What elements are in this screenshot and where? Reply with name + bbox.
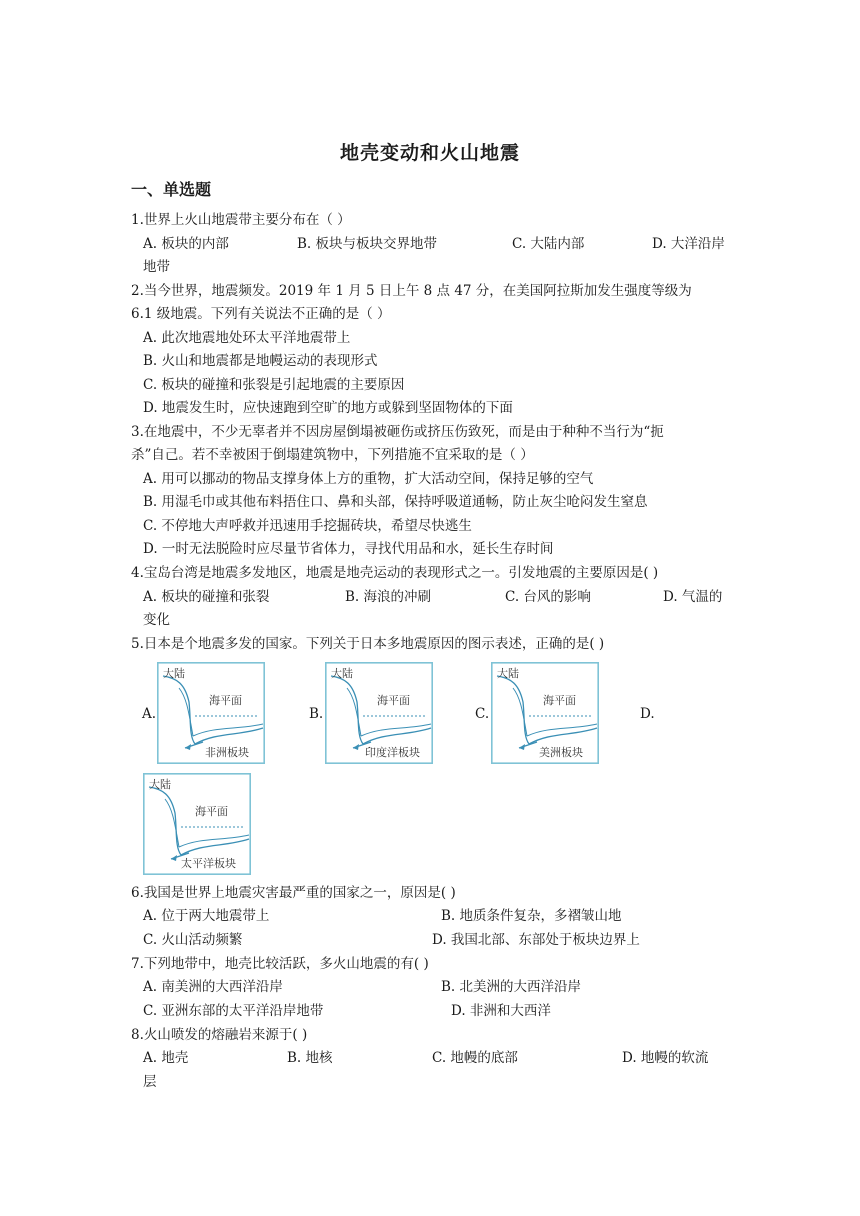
question-2-option-b: B. 火山和地震都是地幔运动的表现形式 [143,353,378,369]
question-6-option-a: A. 位于两大地震带上 [143,908,270,924]
question-4-option-d-continued: 变化 [143,612,170,628]
diagram-land-label: 大陆 [331,667,353,680]
question-2-option-c: C. 板块的碰撞和张裂是引起地震的主要原因 [143,377,405,393]
question-6-option-d: D. 我国北部、东部处于板块边界上 [432,932,640,948]
question-7-option-a: A. 南美洲的大西洋沿岸 [143,979,283,995]
diagram-land-label: 大陆 [163,667,185,680]
question-3-stem-line1: 3.在地震中，不少无辜者并不因房屋倒塌被砸伤或挤压伤致死，而是由于种种不当行为“扼 [131,424,664,440]
plate-diagram-b [325,662,433,764]
question-7-option-c: C. 亚洲东部的太平洋沿岸地带 [143,1003,324,1019]
question-6-option-b: B. 地质条件复杂，多褶皱山地 [441,908,622,924]
question-5-option-d: D. [640,706,655,722]
page-title: 地壳变动和火山地震 [339,142,520,164]
question-3-option-d: D. 一时无法脱险时应尽量节省体力，寻找代用品和水，延长生存时间 [143,541,554,557]
question-8-option-b: B. 地核 [287,1050,333,1066]
diagram-land-label: 大陆 [149,778,171,791]
diagram-plate-label: 美洲板块 [539,746,583,759]
diagram-sea-label: 海平面 [543,694,576,707]
question-1-option-d: D. 大洋沿岸 [652,236,725,252]
question-5-option-a: A. [142,706,157,722]
diagram-plate-label: 太平洋板块 [181,857,236,870]
question-2-option-d: D. 地震发生时，应快速跑到空旷的地方或躲到坚固物体的下面 [143,400,513,416]
plate-diagram-c [491,662,599,764]
question-5-stem: 5.日本是个地震多发的国家。下列关于日本多地震原因的图示表述，正确的是( ) [131,636,605,652]
question-7-stem: 7.下列地带中，地壳比较活跃，多火山地震的有( ) [131,956,429,972]
diagram-plate-label: 印度洋板块 [365,746,420,759]
diagram-plate-label: 非洲板块 [205,746,249,759]
question-6-option-c: C. 火山活动频繁 [143,932,243,948]
question-8-option-c: C. 地幔的底部 [432,1050,518,1066]
question-3-option-b: B. 用湿毛巾或其他布料捂住口、鼻和头部，保持呼吸道通畅，防止灰尘呛闷发生窒息 [143,494,648,510]
question-3-stem-line2: 杀”自己。若不幸被困于倒塌建筑物中，下列措施不宜采取的是（ ） [131,447,534,463]
diagram-sea-label: 海平面 [209,694,242,707]
question-1-stem: 1.世界上火山地震带主要分布在（ ） [131,212,351,228]
question-3-option-a: A. 用可以挪动的物品支撑身体上方的重物，扩大活动空间，保持足够的空气 [143,471,594,487]
question-3-option-c: C. 不停地大声呼救并迅速用手挖掘砖块，希望尽快逃生 [143,518,472,534]
question-8-option-a: A. 地壳 [143,1050,189,1066]
plate-diagram-a [157,662,265,764]
section-heading: 一、单选题 [131,180,212,199]
question-4-option-d: D. 气温的 [663,589,723,605]
question-1-option-a: A. 板块的内部 [143,236,229,252]
diagram-land-label: 大陆 [497,667,519,680]
question-4-option-a: A. 板块的碰撞和张裂 [143,589,270,605]
question-1-option-b: B. 板块与板块交界地带 [297,236,438,252]
question-5-option-b: B. [309,706,324,722]
question-4-option-c: C. 台风的影响 [505,589,591,605]
question-4-stem: 4.宝岛台湾是地震多发地区，地震是地壳运动的表现形式之一。引发地震的主要原因是( ) [131,565,659,581]
question-6-stem: 6.我国是世界上地震灾害最严重的国家之一，原因是( ) [131,885,456,901]
question-1-option-c: C. 大陆内部 [512,236,585,252]
question-7-option-d: D. 非洲和大西洋 [451,1003,551,1019]
diagram-sea-label: 海平面 [195,805,228,818]
question-4-option-b: B. 海浪的冲刷 [345,589,432,605]
question-8-option-d-continued: 层 [143,1074,157,1090]
diagram-sea-label: 海平面 [377,694,410,707]
question-2-stem-line1: 2.当今世界，地震频发。2019 年 1 月 5 日上午 8 点 47 分，在美国阿拉斯加发生强度等级为 [131,283,692,299]
plate-diagram-d [143,773,251,875]
question-2-option-a: A. 此次地震地处环太平洋地震带上 [143,330,351,346]
question-5-option-c: C. [475,706,490,722]
question-7-option-b: B. 北美洲的大西洋沿岸 [441,979,582,995]
question-2-stem-line2: 6.1 级地震。下列有关说法不正确的是（ ） [131,306,391,322]
question-8-stem: 8.火山喷发的熔融岩来源于( ) [131,1027,308,1043]
question-8-option-d: D. 地幔的软流 [622,1050,709,1066]
question-1-option-d-continued: 地带 [143,259,170,275]
